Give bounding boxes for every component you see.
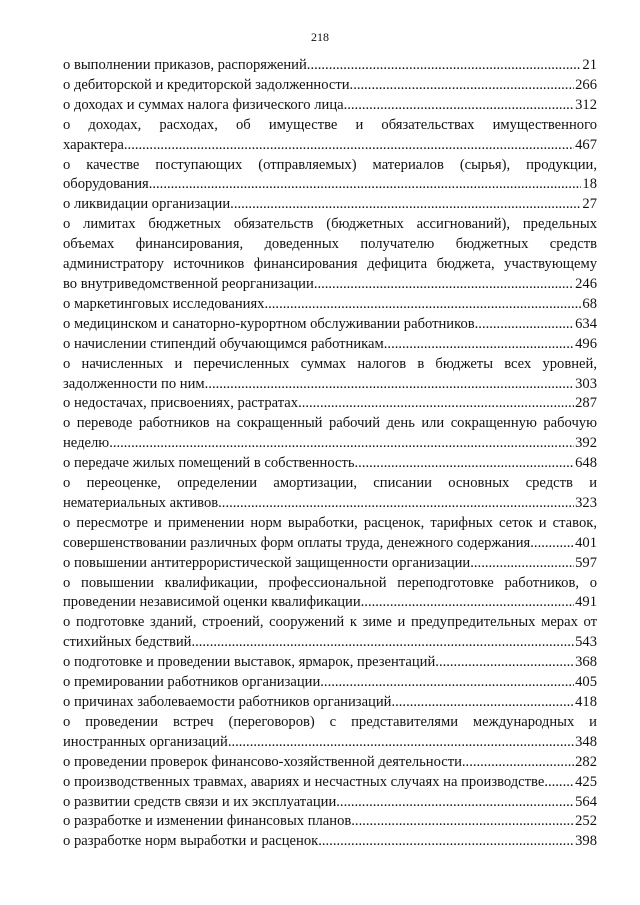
entry-title: о подготовке и проведении выставок, ярмарок, презентаций	[63, 654, 436, 671]
index-entry	[63, 414, 597, 454]
index-entry	[63, 195, 597, 215]
index-entry	[63, 773, 597, 793]
entry-title: о начислении стипендий обучающимся работникам	[63, 335, 384, 352]
entry-page-number: 68	[582, 295, 597, 312]
entry-text-line: о повышении квалификации, профессиональной переподготовке работников, о	[63, 574, 597, 591]
entry-page-number: 467	[575, 136, 597, 153]
entry-page-number: 392	[575, 435, 597, 452]
entry-title: характера	[63, 136, 124, 153]
dot-leader	[314, 275, 574, 295]
index-entry	[63, 713, 597, 753]
entry-text-line: объемах финансирования, доведенных получателю бюджетных средств	[63, 236, 597, 253]
entry-page-number: 405	[575, 674, 597, 691]
index-entry	[63, 753, 597, 773]
entry-title: о причинах заболеваемости работников организаций	[63, 694, 392, 710]
entry-text-line: о проведении встреч (переговоров) с представителями международных и	[63, 713, 597, 730]
dot-leader	[470, 554, 574, 574]
entry-page-number: 496	[575, 335, 597, 352]
dot-leader	[384, 335, 574, 355]
index-entry	[63, 116, 597, 156]
entry-title: о выполнении приказов, распоряжений	[63, 57, 307, 73]
entry-leader-line	[63, 375, 597, 395]
index-entry	[63, 812, 597, 832]
entry-title: неделю	[63, 435, 110, 452]
dot-leader	[307, 56, 582, 76]
dot-leader	[228, 733, 574, 753]
index-entry	[63, 355, 597, 395]
entry-text-line: о пересмотре и применении норм выработки, расценок, тарифных сеток и ставок,	[63, 514, 597, 531]
entry-page-number: 368	[575, 654, 597, 671]
entry-page-number: 491	[575, 594, 597, 611]
index-entry	[63, 693, 597, 713]
entry-page-number: 21	[582, 57, 597, 73]
entry-page-number: 312	[575, 96, 597, 113]
entry-text-line: о подготовке зданий, строений, сооружений к зиме и предупредительных мерах от	[63, 614, 597, 631]
dot-leader	[350, 76, 575, 96]
entry-page-number: 398	[575, 833, 597, 850]
entry-leader-line	[63, 753, 597, 773]
entry-title: о маркетинговых исследованиях	[63, 295, 265, 312]
entry-leader-line	[63, 693, 597, 713]
dot-leader	[205, 375, 574, 395]
entry-leader-line	[63, 653, 597, 673]
entry-leader-line	[63, 793, 597, 813]
entry-leader-line	[63, 315, 597, 335]
entry-text-line: о переводе работников на сокращенный рабочий день или сокращенную рабочую	[63, 415, 597, 432]
dot-leader	[544, 773, 574, 793]
entry-title: о разработке и изменении финансовых планов	[63, 813, 352, 830]
entry-text-line: о доходах, расходах, об имуществе и обязательствах имущественного	[63, 116, 597, 133]
dot-leader	[355, 454, 575, 474]
index-entry	[63, 56, 597, 76]
entry-page-number: 303	[575, 375, 597, 392]
entry-page-number: 564	[575, 793, 597, 810]
entry-leader-line	[63, 534, 597, 554]
entry-title: о недостачах, присвоениях, растратах	[63, 395, 299, 412]
dot-leader	[149, 175, 582, 195]
entry-page-number: 418	[575, 694, 597, 710]
entry-page-number: 648	[575, 455, 597, 472]
entry-leader-line	[63, 195, 597, 215]
dot-leader	[320, 673, 574, 693]
entry-leader-line	[63, 136, 597, 156]
index-entry	[63, 156, 597, 196]
entry-page-number: 323	[575, 494, 597, 511]
dot-leader	[475, 315, 574, 335]
entry-title: о ликвидации организации	[63, 196, 231, 213]
entry-leader-line	[63, 335, 597, 355]
index-entry	[63, 653, 597, 673]
entry-leader-line	[63, 832, 597, 852]
entry-title: во внутриведомственной реорганизации	[63, 275, 314, 292]
entry-title: о развитии средств связи и их эксплуатации	[63, 793, 337, 810]
dot-leader	[361, 593, 574, 613]
dot-leader	[391, 693, 574, 713]
dot-leader	[191, 633, 574, 653]
dot-leader	[336, 793, 574, 813]
entry-title: о проведении проверок финансово-хозяйственной деятельности	[63, 753, 462, 770]
entry-leader-line	[63, 295, 597, 315]
entry-page-number: 425	[575, 773, 597, 790]
entry-leader-line	[63, 593, 597, 613]
entry-title: проведении независимой оценки квалификации	[63, 594, 361, 611]
entry-title: оборудования	[63, 176, 149, 193]
entry-title: стихийных бедствий	[63, 634, 192, 651]
entry-text-line: о переоценке, определении амортизации, списании основных средств и	[63, 475, 597, 492]
entry-page-number: 543	[575, 634, 597, 651]
index-entry	[63, 215, 597, 295]
entry-text-line: о качестве поступающих (отправляемых) материалов (сырья), продукции,	[63, 156, 597, 173]
index-entry	[63, 514, 597, 554]
entry-leader-line	[63, 554, 597, 574]
entry-leader-line	[63, 175, 597, 195]
entry-page-number: 401	[575, 534, 597, 551]
entry-title: о повышении антитеррористической защищенности организации	[63, 554, 471, 571]
dot-leader	[298, 394, 574, 414]
dot-leader	[109, 434, 574, 454]
entry-page-number: 27	[582, 196, 597, 213]
entry-leader-line	[63, 434, 597, 454]
entry-leader-line	[63, 633, 597, 653]
entry-text-line: о лимитах бюджетных обязательств (бюджетных ассигнований), предельных	[63, 216, 597, 233]
index-entry	[63, 315, 597, 335]
entry-title: совершенствовании различных форм оплаты труда, денежного содержания	[63, 534, 531, 551]
entry-title: иностранных организаций	[63, 733, 228, 750]
entry-leader-line	[63, 56, 597, 76]
entry-text-line: о начисленных и перечисленных суммах налогов в бюджеты всех уровней,	[63, 355, 597, 372]
entry-page-number: 634	[575, 315, 597, 332]
dot-leader	[230, 195, 581, 215]
entry-leader-line	[63, 673, 597, 693]
entry-page-number: 597	[575, 554, 597, 571]
entry-title: о доходах и суммах налога физического лица	[63, 96, 344, 113]
entry-leader-line	[63, 454, 597, 474]
entry-leader-line	[63, 812, 597, 832]
index-entry	[63, 76, 597, 96]
entry-page-number: 287	[575, 395, 597, 412]
entry-page-number: 282	[575, 753, 597, 770]
entry-leader-line	[63, 494, 597, 514]
page-number: 218	[311, 30, 329, 44]
index-entry	[63, 96, 597, 116]
index-entry	[63, 295, 597, 315]
dot-leader	[264, 295, 581, 315]
entry-title: о дебиторской и кредиторской задолженности	[63, 76, 350, 93]
entry-leader-line	[63, 96, 597, 116]
dot-leader	[462, 753, 574, 773]
dot-leader	[318, 832, 574, 852]
subject-index-list	[63, 56, 597, 852]
entry-title: о производственных травмах, авариях и несчастных случаях на производстве	[63, 773, 545, 790]
index-entry	[63, 574, 597, 614]
index-entry	[63, 793, 597, 813]
dot-leader	[435, 653, 574, 673]
entry-title: о медицинском и санаторно-курортном обслуживании работников	[63, 315, 475, 332]
entry-leader-line	[63, 275, 597, 295]
dot-leader	[530, 534, 574, 554]
entry-title: задолженности по ним	[63, 375, 205, 392]
index-entry	[63, 613, 597, 653]
entry-page-number: 266	[575, 76, 597, 93]
entry-leader-line	[63, 76, 597, 96]
index-entry	[63, 454, 597, 474]
entry-page-number: 348	[575, 733, 597, 750]
index-entry	[63, 335, 597, 355]
entry-page-number: 252	[575, 813, 597, 830]
dot-leader	[218, 494, 574, 514]
entry-page-number: 246	[575, 275, 597, 292]
index-entry	[63, 832, 597, 852]
index-entry	[63, 673, 597, 693]
dot-leader	[351, 812, 574, 832]
index-entry	[63, 474, 597, 514]
entry-leader-line	[63, 773, 597, 793]
entry-text-line: администратору источников финансирования дефицита бюджета, участвующему	[63, 256, 597, 273]
entry-title: о передаче жилых помещений в собственность	[63, 455, 355, 472]
entry-title: о премировании работников организации	[63, 674, 321, 691]
index-entry	[63, 554, 597, 574]
entry-leader-line	[63, 394, 597, 414]
dot-leader	[124, 136, 574, 156]
entry-page-number: 18	[582, 176, 597, 193]
index-entry	[63, 394, 597, 414]
entry-title: о разработке норм выработки и расценок	[63, 833, 319, 850]
dot-leader	[344, 96, 575, 116]
entry-title: нематериальных активов	[63, 494, 219, 511]
entry-leader-line	[63, 733, 597, 753]
